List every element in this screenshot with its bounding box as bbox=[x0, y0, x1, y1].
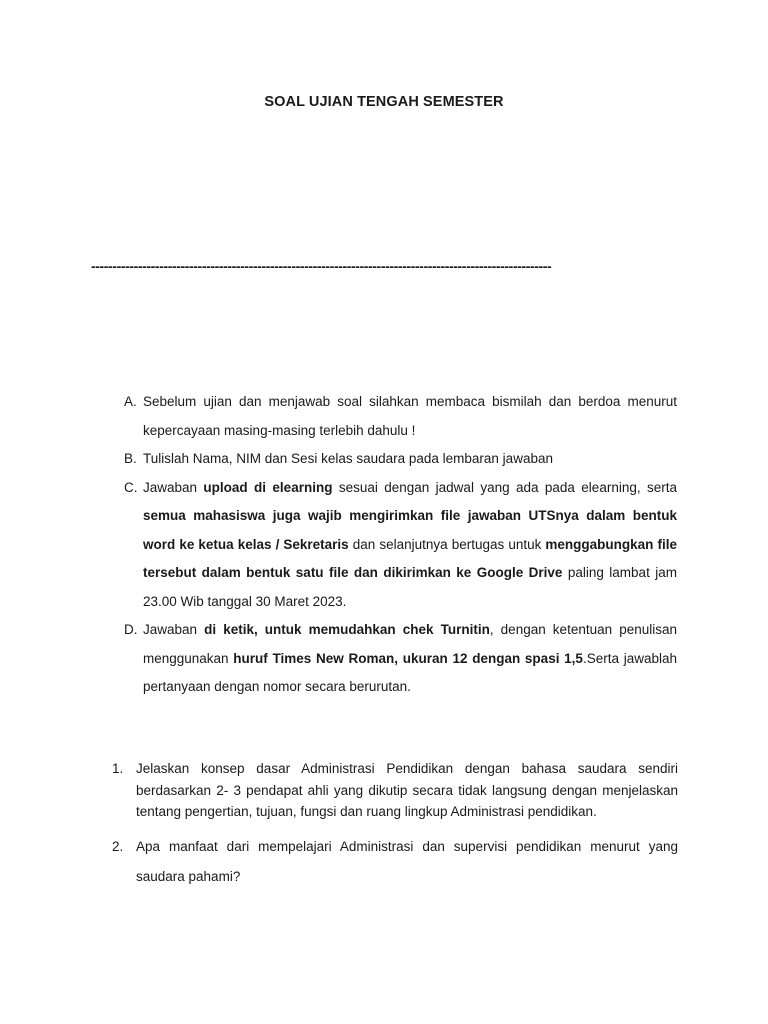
question-text: Apa manfaat dari mempelajari Administrasi dan supervisi pendidikan menurut yang saudara pahami? bbox=[136, 838, 678, 884]
instruction-marker: D. bbox=[124, 622, 138, 637]
question-item-2 bbox=[110, 832, 678, 892]
instruction-bold-text: di ketik, untuk memudahkan chek Turnitin bbox=[204, 622, 490, 637]
page-title: SOAL UJIAN TENGAH SEMESTER bbox=[264, 94, 504, 110]
instructions-list bbox=[120, 388, 677, 702]
instruction-text: Tulislah Nama, NIM dan Sesi kelas saudara pada lembaran jawaban bbox=[143, 451, 553, 466]
instruction-item-b bbox=[120, 445, 677, 474]
dashed-divider: ------------------------------------------------------------------------------------------------------------ bbox=[91, 258, 552, 274]
instruction-text: .Serta jawablah pertanyaan dengan nomor secara berurutan. bbox=[143, 650, 677, 694]
instruction-item-c bbox=[120, 474, 677, 617]
question-item-1 bbox=[110, 758, 678, 823]
instruction-text: Jawaban bbox=[143, 479, 204, 495]
instruction-marker: C. bbox=[124, 479, 138, 495]
instruction-text: , dengan ketentuan penulisan menggunakan bbox=[143, 622, 677, 666]
instruction-item-a bbox=[120, 388, 677, 445]
instruction-marker: A. bbox=[124, 394, 137, 409]
instruction-bold-text: menggabungkan file tersebut dalam bentuk satu file dan dikirimkan ke Google Drive bbox=[143, 536, 677, 580]
questions-list bbox=[110, 758, 678, 892]
instruction-text: paling lambat jam 23.00 Wib tanggal 30 Maret 2023. bbox=[143, 565, 677, 609]
instruction-text: sesuai dengan jadwal yang ada pada elearning, serta bbox=[332, 479, 677, 495]
instruction-item-d bbox=[120, 616, 677, 702]
question-text: Jelaskan konsep dasar Administrasi Pendidikan dengan bahasa saudara sendiri berdasarkan 2- 3 pendapat ahli yang dikutip secara tidak langsung dengan menjelaskan tentang pengertian, tujuan, fungsi dan ruang lingkup Administrasi pendidikan. bbox=[136, 761, 678, 819]
instruction-marker: B. bbox=[124, 451, 137, 466]
instruction-text: Jawaban bbox=[143, 622, 205, 637]
question-number: 1. bbox=[112, 761, 124, 776]
instruction-bold-text: semua mahasiswa juga wajib mengirimkan file jawaban UTSnya dalam bentuk word ke ketua kelas / Sekretaris bbox=[143, 508, 677, 552]
question-number: 2. bbox=[112, 838, 124, 854]
instruction-bold-text: huruf Times New Roman, ukuran 12 dengan spasi 1,5 bbox=[233, 650, 583, 666]
instruction-bold-text: upload di elearning bbox=[203, 479, 333, 495]
instruction-text: Sebelum ujian dan menjawab soal silahkan membaca bismilah dan berdoa menurut kepercayaan masing-masing terlebih dahulu ! bbox=[143, 394, 677, 438]
instruction-text: dan selanjutnya bertugas untuk bbox=[348, 536, 546, 552]
